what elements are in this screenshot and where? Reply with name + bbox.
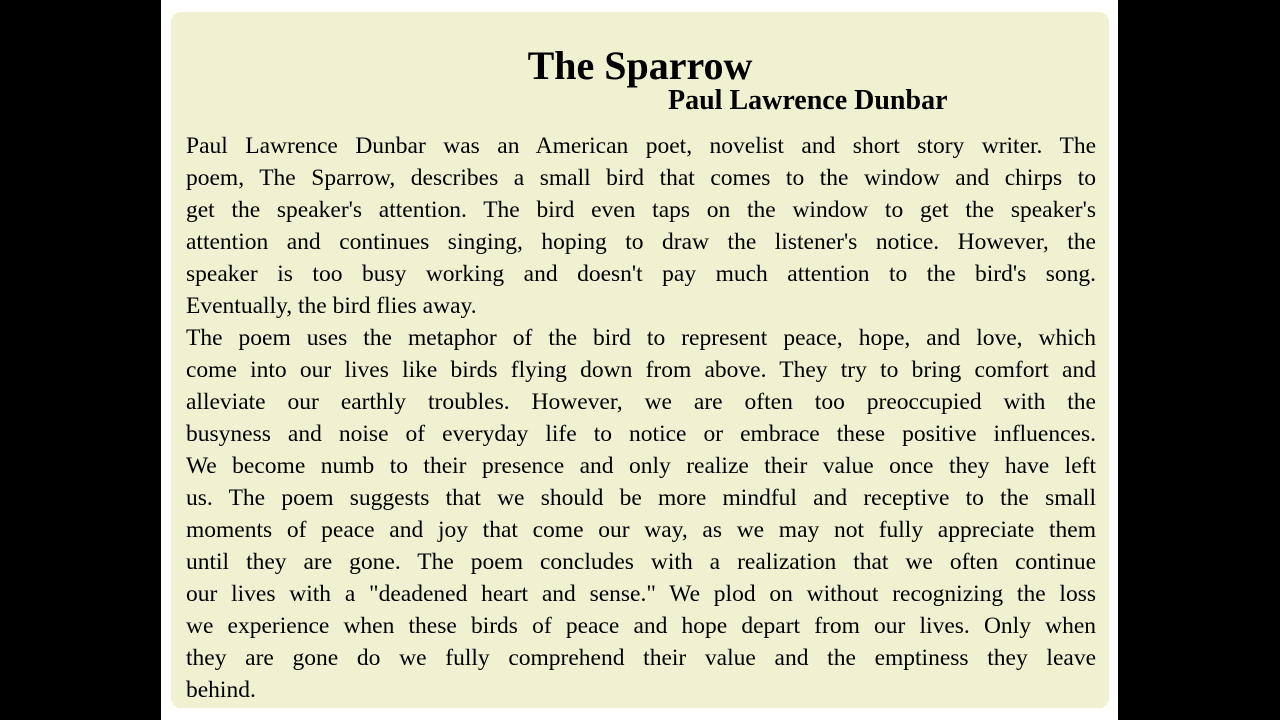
paragraph-line: We become numb to their presence and only realize their value once they have left bbox=[186, 453, 1096, 479]
paragraph-line: get the speaker's attention. The bird even taps on the window to get the speaker's bbox=[186, 197, 1096, 223]
paragraph-line: attention and continues singing, hoping to draw the listener's notice. However, the bbox=[186, 229, 1096, 255]
paragraph-line: Eventually, the bird flies away. bbox=[186, 293, 477, 319]
author-name: Paul Lawrence Dunbar bbox=[668, 85, 948, 116]
body-text bbox=[186, 130, 1096, 706]
paragraph-line: busyness and noise of everyday life to notice or embrace these positive influences. bbox=[186, 421, 1096, 447]
paragraph-line: our lives with a "deadened heart and sense." We plod on without recognizing the loss bbox=[186, 581, 1096, 607]
paragraph-line: us. The poem suggests that we should be more mindful and receptive to the small bbox=[186, 485, 1096, 511]
paragraph-line: Paul Lawrence Dunbar was an American poet, novelist and short story writer. The bbox=[186, 133, 1096, 159]
paragraph-line: we experience when these birds of peace and hope depart from our lives. Only when bbox=[186, 613, 1096, 639]
paragraph-line: moments of peace and joy that come our way, as we may not fully appreciate them bbox=[186, 517, 1096, 543]
paragraph-line: they are gone do we fully comprehend their value and the emptiness they leave bbox=[186, 645, 1096, 671]
slide bbox=[161, 0, 1118, 720]
paragraph-line: behind. bbox=[186, 677, 256, 703]
paragraph-line: poem, The Sparrow, describes a small bird that comes to the window and chirps to bbox=[186, 165, 1096, 191]
content-panel bbox=[171, 12, 1109, 708]
paragraph-line: The poem uses the metaphor of the bird to represent peace, hope, and love, which bbox=[186, 325, 1096, 351]
paragraph-line: alleviate our earthly troubles. However, we are often too preoccupied with the bbox=[186, 389, 1096, 415]
paragraph-line: until they are gone. The poem concludes with a realization that we often continue bbox=[186, 549, 1096, 575]
slide-title: The Sparrow bbox=[527, 43, 753, 88]
paragraph-line: speaker is too busy working and doesn't pay much attention to the bird's song. bbox=[186, 261, 1096, 287]
paragraph-line: come into our lives like birds flying down from above. They try to bring comfort and bbox=[186, 357, 1096, 383]
